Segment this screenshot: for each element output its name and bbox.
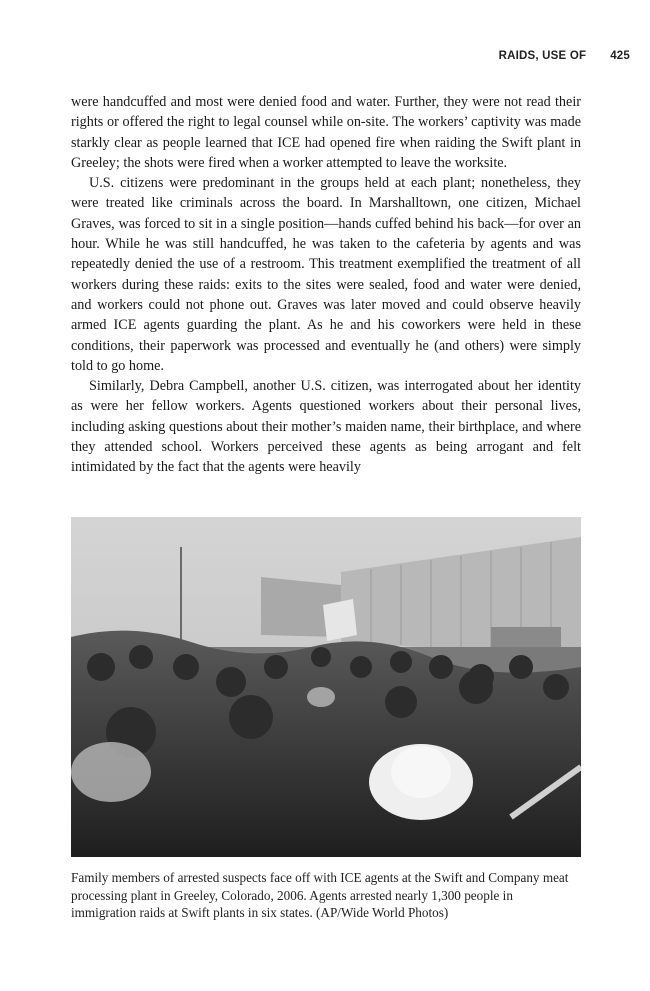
photo-crowd-ice-agents	[71, 517, 581, 857]
paragraph: Similarly, Debra Campbell, another U.S. citizen, was interrogated about her identity as were her fellow workers. Agents questioned workers about their personal lives, including asking questions about their mother’s maiden name, their birthplace, and where they attended school. Workers perceived these agents as being arrogant and felt intimidated by the fact that the agents were heavily	[71, 378, 581, 476]
protest-sign	[323, 599, 357, 641]
paragraph: were handcuffed and most were denied food and water. Further, they were not read their rights or offered the right to legal counsel while on-site. The workers’ captivity was made starkly clear as people learned that ICE had opened fire when raiding the Swift plant in Greeley; the shots were fired when a worker attempted to leave the worksite.	[71, 94, 581, 171]
photo-illustration	[71, 517, 581, 857]
figure-caption: Family members of arrested suspects face off with ICE agents at the Swift and Company meat processing plant in Greeley, Colorado, 2006. Agents arrested nearly 1,300 people in immigration raids at Swift plants in six states. (AP/Wide World Photos)	[71, 870, 569, 920]
running-head	[30, 50, 630, 62]
page-number: 425	[610, 50, 630, 62]
cowboy-hat-crown	[391, 746, 451, 798]
paragraph: U.S. citizens were predominant in the groups held at each plant; nonetheless, they were treated like criminals across the board. In Marshalltown, one citizen, Michael Graves, was forced to sit in a single position—hands cuffed behind his back—for over an hour. While he was still handcuffed, he was taken to the cafeteria by agents and was repeatedly denied the use of a restroom. This treatment exemplified the treatment of all workers during these raids: exits to the sites were sealed, food and water were denied, and workers could not phone out. Graves was later moved and could observe heavily armed ICE agents guarding the plant. As he and his coworkers were held in these conditions, their paperwork was processed and eventually he (and others) were simply told to go home.	[71, 175, 581, 374]
body-text	[71, 92, 581, 478]
section-title: RAIDS, USE OF	[498, 50, 587, 62]
